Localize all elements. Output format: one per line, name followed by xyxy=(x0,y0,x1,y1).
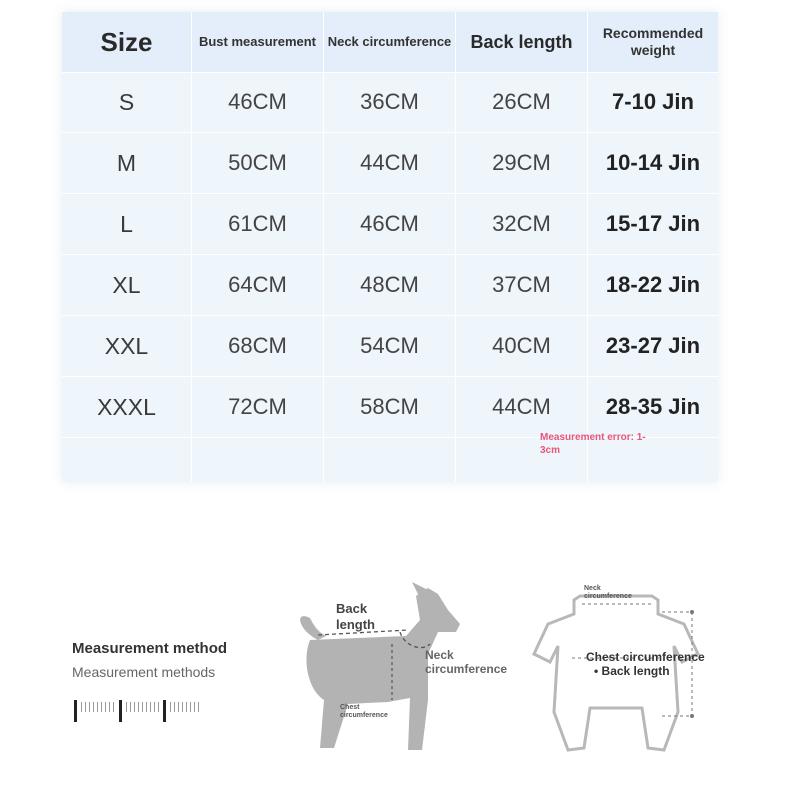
size-chart-table xyxy=(62,12,718,482)
bust-cell: 50CM xyxy=(192,133,324,193)
back-cell: 26CM xyxy=(456,72,588,132)
table-row xyxy=(62,316,718,377)
measurement-method-subtitle: Measurement methods xyxy=(72,664,216,680)
neck-cell: 44CM xyxy=(324,133,456,193)
measurement-error-note: Measurement error: 1-3cm xyxy=(540,432,646,456)
size-cell: XXL xyxy=(62,316,192,376)
back-cell: 44CM xyxy=(456,377,588,437)
bust-cell: 64CM xyxy=(192,255,324,315)
table-row xyxy=(62,133,718,194)
weight-cell: 28-35 Jin xyxy=(605,394,701,419)
table-row xyxy=(62,194,718,255)
back-cell: 29CM xyxy=(456,133,588,193)
measurement-method-title: Measurement method xyxy=(72,640,228,657)
weight-cell: 23-27 Jin xyxy=(605,333,701,358)
weight-cell: 15-17 Jin xyxy=(605,211,701,236)
header-size: Size xyxy=(62,12,192,72)
shirt-back-label: • Back length xyxy=(594,664,670,678)
dog-back-length-label: Back length xyxy=(336,601,375,632)
size-cell: M xyxy=(62,133,192,193)
neck-cell: 54CM xyxy=(324,316,456,376)
table-row xyxy=(62,72,718,133)
bust-cell: 46CM xyxy=(192,72,324,132)
weight-cell: 18-22 Jin xyxy=(605,272,701,297)
shirt-chest-label: Chest circumference xyxy=(586,650,705,664)
neck-cell: 36CM xyxy=(324,72,456,132)
table-row xyxy=(62,377,718,438)
weight-cell: 10-14 Jin xyxy=(605,150,701,175)
bust-cell: 68CM xyxy=(192,316,324,376)
header-weight: Recommended weight xyxy=(602,24,704,58)
size-cell: L xyxy=(62,194,192,254)
header-bust: Bust measurement xyxy=(192,12,324,72)
dog-chest-label: Chest circumference xyxy=(340,704,388,719)
back-cell: 40CM xyxy=(456,316,588,376)
neck-cell: 48CM xyxy=(324,255,456,315)
back-cell: 37CM xyxy=(456,255,588,315)
neck-cell: 46CM xyxy=(324,194,456,254)
size-cell: XL xyxy=(62,255,192,315)
ruler-icon xyxy=(74,698,204,724)
header-neck: Neck circumference xyxy=(324,12,456,72)
bust-cell: 72CM xyxy=(192,377,324,437)
neck-cell: 58CM xyxy=(324,377,456,437)
dog-neck-label: Neck circumference xyxy=(425,648,508,677)
size-cell: S xyxy=(62,72,192,132)
size-cell: XXXL xyxy=(62,377,192,437)
table-header-row xyxy=(62,12,718,73)
weight-cell: 7-10 Jin xyxy=(612,89,694,114)
empty-cell xyxy=(62,438,192,482)
table-row xyxy=(62,255,718,316)
shirt-neck-label: Neck circumference xyxy=(584,585,632,600)
back-cell: 32CM xyxy=(456,194,588,254)
bust-cell: 61CM xyxy=(192,194,324,254)
empty-cell xyxy=(324,438,456,482)
header-back: Back length xyxy=(456,12,588,72)
empty-cell xyxy=(192,438,324,482)
